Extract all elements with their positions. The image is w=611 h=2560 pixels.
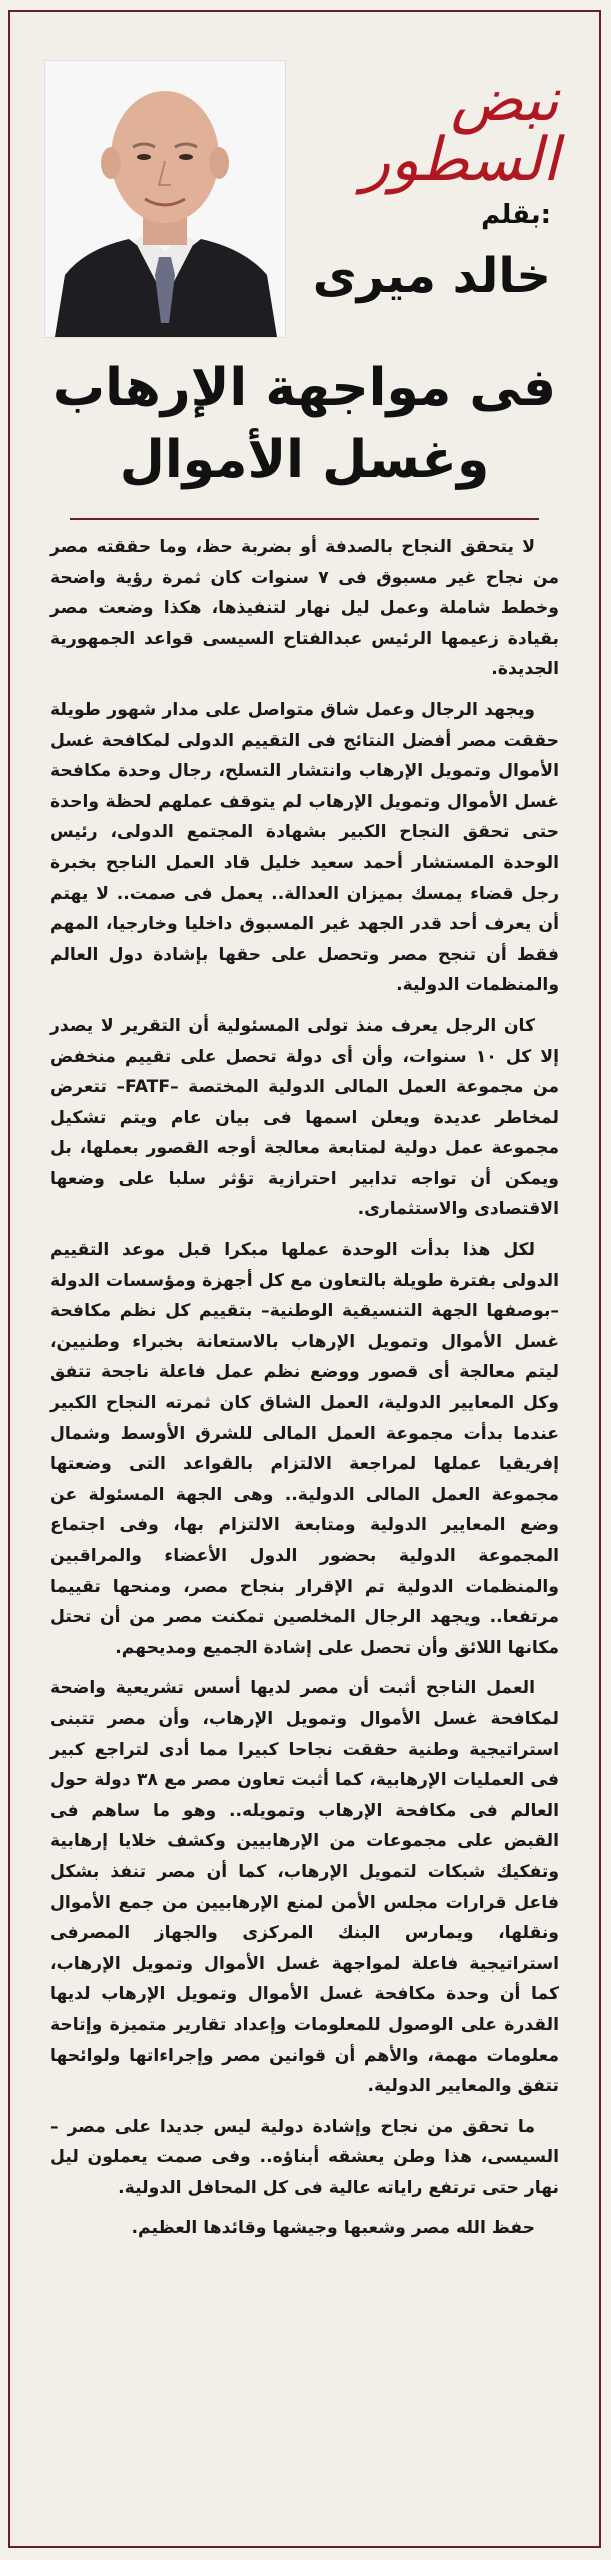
headline-divider bbox=[70, 518, 539, 520]
paragraph-3: كان الرجل يعرف منذ تولى المسئولية أن التقرير لا يصدر إلا كل ١٠ سنوات، وأن أى دولة تحصل على تقييم منخفض من مجموعة العمل المالى الدولية المختصة –FATF– تتعرض لمخاطر عديدة ويعلن اسمها فى بيان عام ويتم تشكيل مجموعة عمل دولية لمتابعة معالجة أوجه القصور بعملها، بل ويمكن أن تواجه تدابير احترازية تؤثر سلبا على وضعها الاقتصادى والاستثمارى. bbox=[50, 1015, 560, 1220]
article-body bbox=[50, 532, 559, 2244]
byline-label: بقلم: bbox=[481, 200, 551, 230]
headline bbox=[30, 352, 579, 496]
article-frame bbox=[8, 10, 601, 2548]
column-header bbox=[10, 12, 599, 342]
paragraph-4: لكل هذا بدأت الوحدة عملها مبكرا قبل موعد التقييم الدولى بفترة طويلة بالتعاون مع كل أجهزة ومؤسسات الدولة –بوصفها الجهة التنسيقية الوطنية– بتقييم كل نظم مكافحة غسل الأموال وتمويل الإرهاب بالاستعانة بخبراء وطنيين، ليتم معالجة أى قصور ووضع نظم عمل فاعلة ناجحة تتفق وكل المعايير الدولية، العمل الشاق كان ثمرته النجاح الكبير عندما بدأت مجموعة العمل المالى للشرق الأوسط وشمال إفريقيا عملها لمراجعة الالتزام بالقواعد التى وضعتها مجموعة العمل المالى الدولية.. وهى الجهة المسئولة عن وضع المعايير الدولية ومتابعة الالتزام بها، وفى اجتماع المجموعة الدولية بحضور الدول الأعضاء والمراقبين والمنظمات الدولية تم الإقرار بنجاح مصر، ومنحها تقييما مرتفعا.. ويجهد الرجال المخلصين تمكنت مصر من أن تحتل مكانها اللائق وأن تحصل على إشادة الجميع ومديحهم. bbox=[50, 1240, 559, 1658]
headline-line-1: فى مواجهة الإرهاب bbox=[52, 358, 557, 418]
author-name: خالد ميرى bbox=[312, 248, 551, 304]
paragraph-5: العمل الناجح أثبت أن مصر لديها أسس تشريعية واضحة لمكافحة غسل الأموال وتمويل الإرهاب، وأن مصر تتبنى استراتيجية وطنية حققت نجاحا كبيرا مما أدى لتراجع كبير فى العمليات الإرهابية، كما أثبت تعاون مصر مع ٣٨ دولة حول العالم فى مكافحة الإرهاب وتمويله.. وهو ما ساهم فى القبض على مجموعات من الإرهابيين وكشف خلايا إرهابية وتفكيك شبكات لتمويل الإرهاب، كما أن مصر تنفذ بشكل فاعل قرارات مجلس الأمن لمنع الإرهابيين من جمع الأموال ونقلها، ويمارس البنك المركزى والجهاز المصرفى استراتيجية فاعلة لمواجهة غسل الأموال وتمويل الإرهاب، كما أن وحدة مكافحة غسل الأموال وتمويل الإرهاب لديها القدرة على الوصول للمعلومات وإعداد تقارير متميزة وإتاحة معلومات مهمة، والأهم أن قوانين مصر وإجراءاتها ولوائحها تتفق والمعايير الدولية. bbox=[50, 1678, 559, 2097]
author-photo bbox=[44, 60, 286, 338]
paragraph-1: لا يتحقق النجاح بالصدفة أو بضربة حظ، وما حققته مصر من نجاح غير مسبوق فى ٧ سنوات كان ثمرة رؤية واضحة وخطط شاملة وعمل ليل نهار لتنفيذها، هكذا وضعت مصر بقيادة زعيمها الرئيس عبدالفتاح السيسى قواعد الجمهورية الجديدة. bbox=[50, 537, 559, 680]
closing-line: حفظ الله مصر وشعبها وجيشها وقائدها العظيم. bbox=[131, 2218, 535, 2239]
column-name: نبض السطور bbox=[361, 65, 559, 195]
paragraph-2: ويجهد الرجال وعمل شاق متواصل على مدار شهور طويلة حققت مصر أفضل النتائج فى التقييم الدولى لمكافحة غسل الأموال وتمويل الإرهاب وانتشار التسلح، رجال وحدة مكافحة غسل الأموال وتمويل الإرهاب لم يتوقف عملهم لحظة واحدة حتى تحقق النجاح الكبير بشهادة المجتمع الدولى، رئيس الوحدة المستشار أحمد سعيد خليل قاد العمل الناجح بخبرة رجل قضاء يمسك بميزان العدالة.. يعمل فى صمت.. لا يهتم أن يعرف أحد قدر الجهد غير المسبوق داخليا وخارجيا، المهم فقط أن تنجح مصر وتحصل على حقها بإشادة دول العالم والمنظمات الدولية. bbox=[50, 699, 559, 996]
headline-line-2: وغسل الأموال bbox=[119, 430, 490, 490]
paragraph-6: ما تحقق من نجاح وإشادة دولية ليس جديدا على مصر – السيسى، هذا وطن يعشقه أبناؤه.. وفى صمت يعملون ليل نهار حتى ترتفع راياته عالية فى كل المحافل الدولية. bbox=[50, 2116, 559, 2198]
author-portrait-image bbox=[45, 61, 285, 337]
